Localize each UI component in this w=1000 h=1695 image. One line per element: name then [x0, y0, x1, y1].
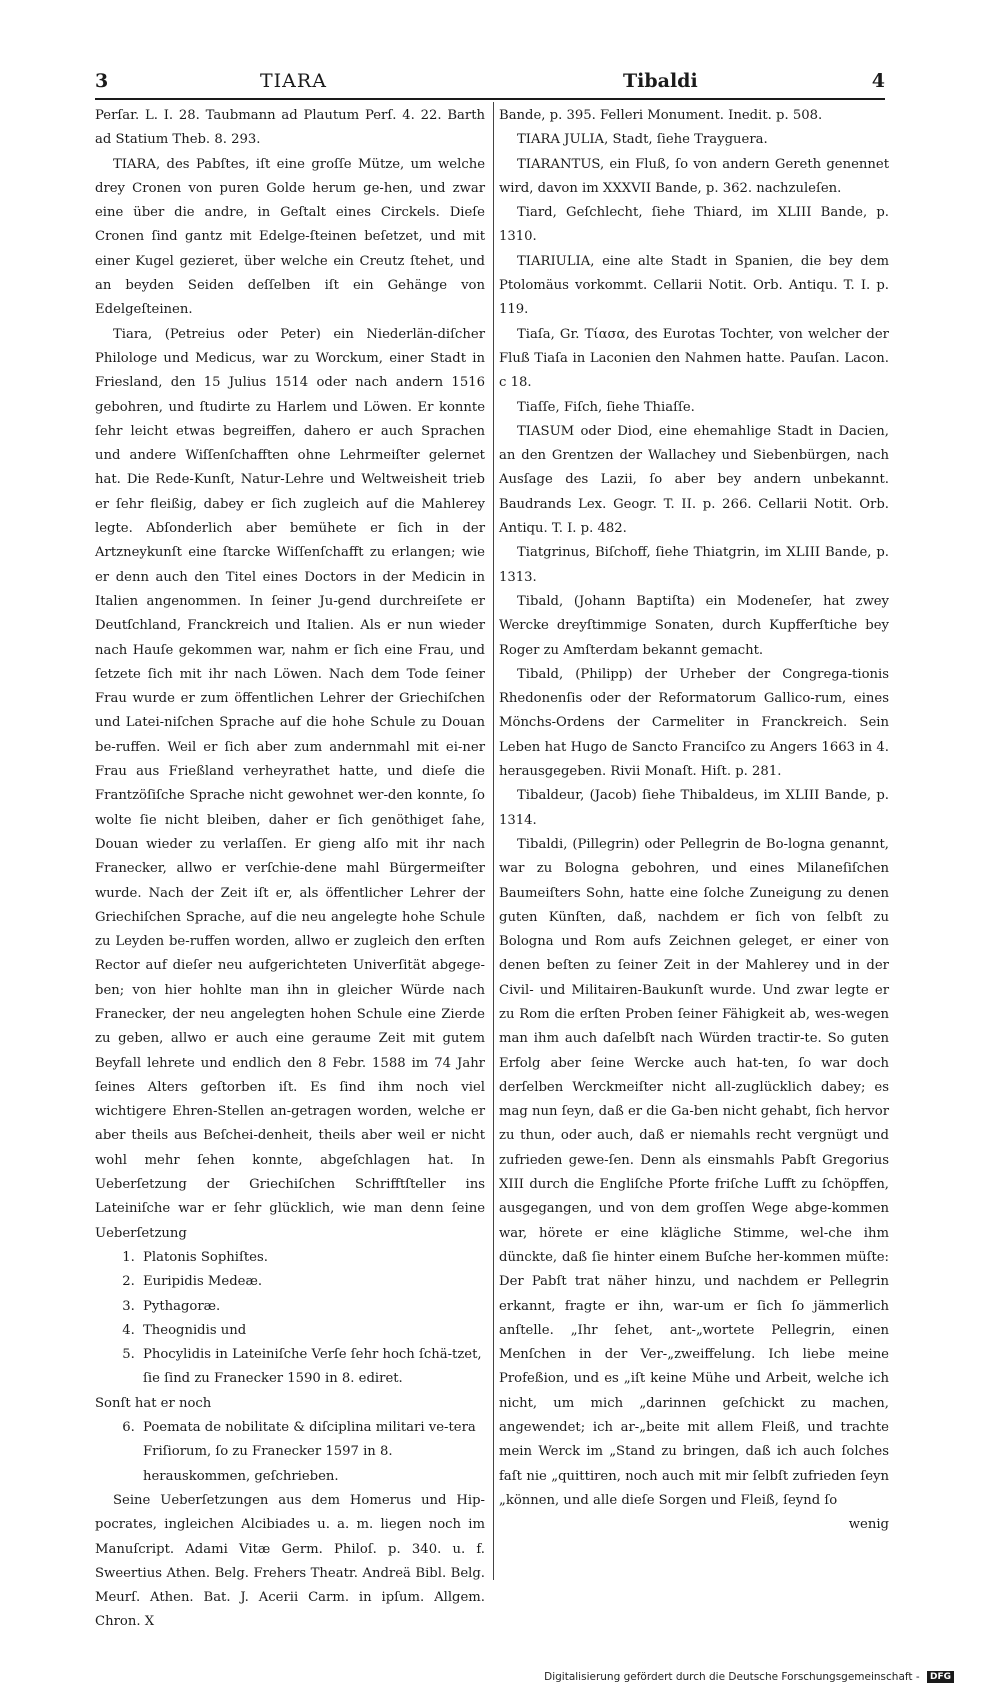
page-number-left: 3 [95, 70, 109, 92]
entry-paragraph: TIARIULIA, eine alte Stadt in Spanien, die bey dem Ptolomäus vorkommt. Cellarii Notit. Orb. Antiqu. T. I. p. 119. [499, 253, 889, 318]
left-column-entries [95, 104, 485, 1246]
entry-paragraph: Tibaldeur, (Jacob) ſiehe Thibaldeus, im XLIII Bande, p. 1314. [499, 788, 889, 828]
entry-paragraph: Tibaldi, (Pillegrin) oder Pellegrin de Bo-logna genannt, war zu Bologna gebohren, und eines Milaneſiſchen Baumeiſters Sohn, hatte eine ſolche Zuneigung zu denen guten Künſten, daß, nachdem er ſich von ſelbſt zu Bologna und Rom aufs Zeichnen geleget, er einer von denen beſten zu ſeiner Zeit in der Mahlerey und in der Civil- und Militairen-Baukunſt wurde. Und zwar legte er zu Rom die erſten Proben ſeiner Fähigkeit ab, wes-wegen man ihm auch daſelbſt nach Würden tractir-te. So guten Erfolg aber ſeine Wercke auch hat-ten, ſo war doch derſelben Werckmeiſter nicht all-zuglücklich dabey; es mag nun ſeyn, daß er die Ga-ben nicht gehabt, ſich hervor zu thun, oder auch, daß er niemahls recht vergnügt und zufrieden gewe-ſen. Denn als einsmahls Pabſt Gregorius XIII durch die Engliſche Pforte friſche Lufft zu ſchöpffen, ausgegangen, und von dem groſſen Wege abge-kommen war, hörete er eine klägliche Stimme, wel-che ihm dünckte, daß ſie hinter einem Buſche her-kommen müſte: Der Pabſt trat näher hinzu, und nachdem er Pellegrin erkannt, fragte er ihn, war-um er ſich ſo jämmerlich anſtelle. „Ihr ſehet, ant-„wortete Pellegrin, einen Menſchen in der Ver-„zweiffelung. Ich liebe meine Profeßion, und es „iſt keine Mühe und Arbeit, welche ich nicht, um mich „darinnen geſchickt zu machen, angewendet; ich ar-„beite mit allem Fleiß, und trachte mein Werck im „Stand zu bringen, daß ich auch ſolches faſt nie „quittiren, noch auch mit mir ſelbſt zufrieden ſeyn „können, und alle dieſe Sorgen und Fleiß, ſeynd ſo [499, 836, 890, 1508]
entry-paragraph: TIARA JULIA, Stadt, ſiehe Trayguera. [517, 132, 768, 148]
running-title-left: TIARA [260, 70, 327, 92]
entry-paragraph: Tiaſa, Gr. Τίασα, des Eurotas Tochter, von welcher der Fluß Tiaſa in Laconien den Nahmen hatte. Pauſan. Lacon. c 18. [499, 326, 889, 391]
dfg-logo: DFG [927, 1671, 954, 1683]
left-column [95, 104, 485, 1635]
list-item: 4. Theognidis und [139, 1319, 485, 1343]
list-item: 3. Pythagoræ. [139, 1295, 485, 1319]
entry-paragraph: TIARANTUS, ein Fluß, ſo von andern Gereth genennet wird, davon im XXXVII Bande, p. 362. nachzuleſen. [499, 156, 889, 196]
left-final-paragraph: Seine Ueberſetzungen aus dem Homerus und Hip-pocrates, ingleichen Alcibiades u. a. m. liegen noch im Manuſcript. Adami Vitæ Germ. Philoſ. p. 340. u. f. Sweertius Athen. Belg. Frehers Theatr. Andreä Bibl. Belg. Meurſ. Athen. Bat. J. Acerii Carm. in ipſum. Allgem. Chron. X [95, 1492, 485, 1630]
list-item: 1. Platonis Sophiſtes. [139, 1246, 485, 1270]
entry-paragraph: TIARA, des Pabſtes, iſt eine groſſe Mütze, um welche drey Cronen von puren Golde herum ge-hen, und zwar eine über die andre, in Geſtalt eines Circkels. Dieſe Cronen ſind gantz mit Edelge-ſteinen beſetzet, und mit einer Kugel gezieret, über welche ein Creutz ſtehet, und an beyden Seiden deſſelben iſt ein Gehänge von Edelgeſteinen. [95, 156, 485, 318]
list-item: 6. Poemata de nobilitate & diſciplina militari ve-tera Friſiorum, ſo zu Franecker 1597 in 8. herauskommen, geſchrieben. [139, 1416, 485, 1489]
column-divider [493, 102, 494, 1580]
entry-paragraph: Tibald, (Philipp) der Urheber der Congrega-tionis Rhedonenſis oder der Reformatorum Gallico-rum, eines Mönchs-Ordens der Carmeliter in Franckreich. Sein Leben hat Hugo de Sancto Franciſco zu Angers 1663 in 4. herausgegeben. Rivii Monaſt. Hiſt. p. 281. [499, 666, 889, 780]
footer-text: Digitalisierung gefördert durch die Deutsche Forschungsgemeinschaft - [544, 1671, 920, 1683]
page-number-right: 4 [871, 70, 885, 92]
list-item: 5. Phocylidis in Lateiniſche Verſe ſehr hoch ſchä-tzet, ſie ſind zu Franecker 1590 in 8. ediret. [139, 1343, 485, 1392]
header-rule [95, 98, 885, 100]
additional-works-list [95, 1416, 485, 1489]
catchword: wenig [848, 1517, 889, 1533]
digitization-footer [0, 1671, 954, 1683]
list-item: 2. Euripidis Medeæ. [139, 1270, 485, 1294]
entry-paragraph: Tiatgrinus, Biſchoff, ſiehe Thiatgrin, im XLIII Bande, p. 1313. [499, 545, 889, 585]
entry-paragraph: Tiaſſe, Fiſch, ſiehe Thiaſſe. [517, 399, 695, 415]
entry-paragraph: Tiara, (Petreius oder Peter) ein Niederlän-diſcher Philologe und Medicus, war zu Worckum, einer Stadt in Friesland, den 15 Julius 1514 oder nach andern 1516 gebohren, und ſtudirte zu Harlem und Löwen. Er konnte ſehr leicht etwas begreiffen, dahero er auch Sprachen und andere Wiſſenſchafften ohne Lehrmeiſter gelernet hat. Die Rede-Kunſt, Natur-Lehre und Weltweisheit trieb er ſehr fleißig, dabey er ſich zugleich auf die Mahlerey legte. Abſonderlich aber bemühete er ſich in der Artzneykunſt eine ſtarcke Wiſſenſchafft zu erlangen; wie er denn auch den Titel eines Doctors in der Medicin in Italien angenommen. In ſeiner Ju-gend durchreiſete er Deutſchland, Franckreich und Italien. Als er nun wieder nach Hauſe gekommen war, nahm er ſich eine Frau, und ſetzete ſich mit ihr nach Löwen. Nach dem Tode ſeiner Frau wurde er zum öffentlichen Lehrer der Griechiſchen und Latei-niſchen Sprache auf die hohe Schule zu Douan be-ruffen. Weil er ſich aber zum andernmahl mit ei-ner Frau aus Frießland verheyrathet hatte, und dieſe die Frantzöſiſche Sprache nicht gewohnet wer-den konnte, ſo wolte ſie nicht bleiben, daher er ſich genöthiget ſahe, Douan wieder zu verlaſſen. Er gieng alſo mit ihr nach Franecker, allwo er verſchie-dene mahl Bürgermeiſter wurde. Nach der Zeit iſt er, als öffentlicher Lehrer der Griechiſchen Sprache, auf die neu angelegte hohe Schule zu Leyden be-ruffen worden, allwo er zugleich den erſten Rector auf dieſer neu aufgerichteten Univerſität abgege-ben; von hier hohlte man ihn in gleicher Würde nach Franecker, der neu angelegten hohen Schule eine Zierde zu geben, allwo er auch eine geraume Zeit mit gutem Beyfall lehrete und endlich den 8 Febr. 1588 im 74 Jahr ſeines Alters geſtorben iſt. Es ſind ihm noch viel wichtigere Ehren-Stellen an-getragen worden, welche er aber theils aus Beſchei-denheit, theils aber weil er nicht wohl mehr ſehen konnte, abgeſchlagen hat. In Ueberſetzung der Griechiſchen Schrifftſteller ins Lateiniſche war er ſehr glücklich, wie man denn ſeine Ueberſetzung [95, 326, 485, 1241]
right-column [499, 104, 889, 1538]
entry-paragraph: TIASUM oder Diod, eine ehemahlige Stadt in Dacien, an den Grentzen der Wallachey und Siebenbürgen, nach Ausſage des Lazii, ſo aber bey andern unbekannt. Baudrands Lex. Geogr. T. II. p. 266. Cellarii Notit. Orb. Antiqu. T. I. p. 482. [499, 423, 889, 537]
entry-paragraph: Tibald, (Johann Baptiſta) ein Modeneſer, hat zwey Wercke dreyſtimmige Sonaten, durch Kupfferſtiche bey Roger zu Amſterdam bekannt gemacht. [499, 593, 889, 658]
page-header [95, 64, 885, 98]
translations-list [95, 1246, 485, 1392]
entry-paragraph: Perſar. L. I. 28. Taubmann ad Plautum Perſ. 4. 22. Barth ad Statium Theb. 8. 293. [95, 108, 485, 148]
entry-paragraph: Bande, p. 395. Felleri Monument. Inedit. p. 508. [499, 108, 823, 123]
running-title-right: Tibaldi [623, 70, 698, 92]
right-column-entries [499, 104, 889, 1513]
entry-paragraph: Tiard, Geſchlecht, ſiehe Thiard, im XLIII Bande, p. 1310. [499, 205, 889, 245]
left-continuation: Sonſt hat er noch [95, 1395, 212, 1411]
